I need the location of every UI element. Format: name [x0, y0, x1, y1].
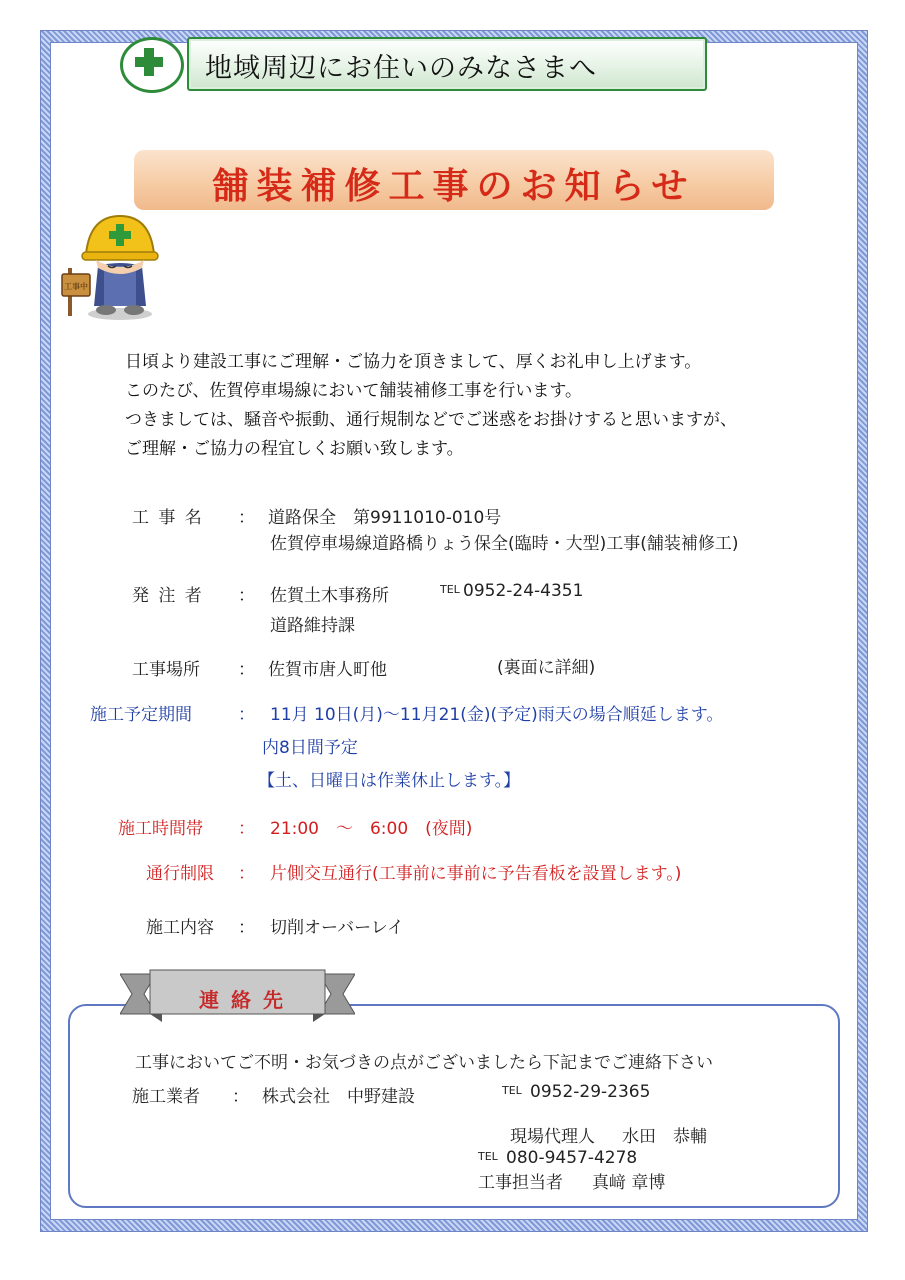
intro-line: ご理解・ご協力の程宜しくお願い致します。	[125, 439, 464, 459]
hours-value: 21:00 ～ 6:00 (夜間)	[270, 819, 473, 839]
intro-paragraph	[125, 348, 845, 464]
method-value: 切削オーバーレイ	[270, 918, 404, 938]
method-label: 施工内容	[146, 918, 214, 938]
client-office: 佐賀土木事務所	[270, 586, 389, 606]
intro-line: 日頃より建設工事にご理解・ご協力を頂きまして、厚くお礼申し上げます。	[125, 352, 702, 372]
colon: ：	[232, 1087, 249, 1107]
period-label: 施工予定期間	[90, 705, 192, 725]
period-dates: 11月 10日(月)～11月21(金)(予定)雨天の場合順延します。	[270, 705, 724, 725]
client-label: 発 注 者	[132, 586, 204, 606]
site-agent-name: 水田 恭輔	[622, 1127, 707, 1147]
intro-line: つきましては、騒音や振動、通行規制などでご迷惑をお掛けすると思いますが、	[125, 410, 737, 430]
intro-line: このたび、佐賀停車場線において舗装補修工事を行います。	[125, 381, 582, 401]
colon: ：	[238, 864, 255, 884]
client-tel: 0952-24-4351	[463, 581, 584, 601]
project-name-detail: 佐賀停車場線道路橋りょう保全(臨時・大型)工事(舗装補修工)	[270, 534, 739, 554]
location-value: 佐賀市唐人町他	[268, 660, 387, 680]
site-agent-role: 現場代理人	[510, 1127, 595, 1147]
location-label: 工事場所	[132, 660, 200, 680]
period-weekend-note: 【土、日曜日は作業休止します。】	[258, 771, 521, 791]
contact-message: 工事においてご不明・お気づきの点がございましたら下記までご連絡下さい	[135, 1053, 713, 1073]
sign-text: 工事中	[64, 282, 88, 291]
staff-role: 工事担当者	[478, 1173, 563, 1193]
contact-ribbon-label: 連絡先	[199, 988, 295, 1012]
header-banner-text: 地域周辺にお住いのみなさまへ	[205, 53, 597, 84]
colon: ：	[238, 918, 255, 938]
contractor-label: 施工業者	[132, 1087, 200, 1107]
contractor-tel-mark: TEL	[502, 1084, 522, 1097]
hardhat-icon	[82, 216, 158, 260]
client-section: 道路維持課	[270, 616, 355, 636]
period-days: 内8日間予定	[262, 738, 358, 758]
colon: ：	[238, 705, 255, 725]
client-tel-mark: TEL	[440, 583, 460, 596]
colon: ：	[238, 586, 255, 606]
contractor-name: 株式会社 中野建設	[262, 1087, 415, 1107]
project-name-value: 道路保全 第9911010-010号	[268, 508, 502, 528]
notice-title: 舗装補修工事のお知らせ	[212, 165, 696, 207]
contractor-tel: 0952-29-2365	[530, 1082, 651, 1102]
header-banner	[187, 37, 707, 91]
staff-name: 真﨑 章博	[592, 1173, 666, 1193]
traffic-value: 片側交互通行(工事前に事前に予告看板を設置します。)	[270, 864, 682, 884]
mobile-tel: 080-9457-4278	[506, 1148, 638, 1168]
green-cross-icon	[120, 37, 184, 93]
colon: ：	[238, 660, 255, 680]
location-note: (裏面に詳細)	[497, 658, 596, 678]
colon: ：	[238, 819, 255, 839]
bowing-worker-mascot	[60, 208, 160, 327]
traffic-label: 通行制限	[146, 864, 214, 884]
colon: ：	[238, 508, 255, 528]
construction-sign-icon	[62, 268, 90, 316]
notice-title-box	[134, 150, 774, 210]
hours-label: 施工時間帯	[118, 819, 203, 839]
mobile-tel-mark: TEL	[478, 1150, 498, 1163]
project-name-label: 工 事 名	[132, 508, 204, 528]
